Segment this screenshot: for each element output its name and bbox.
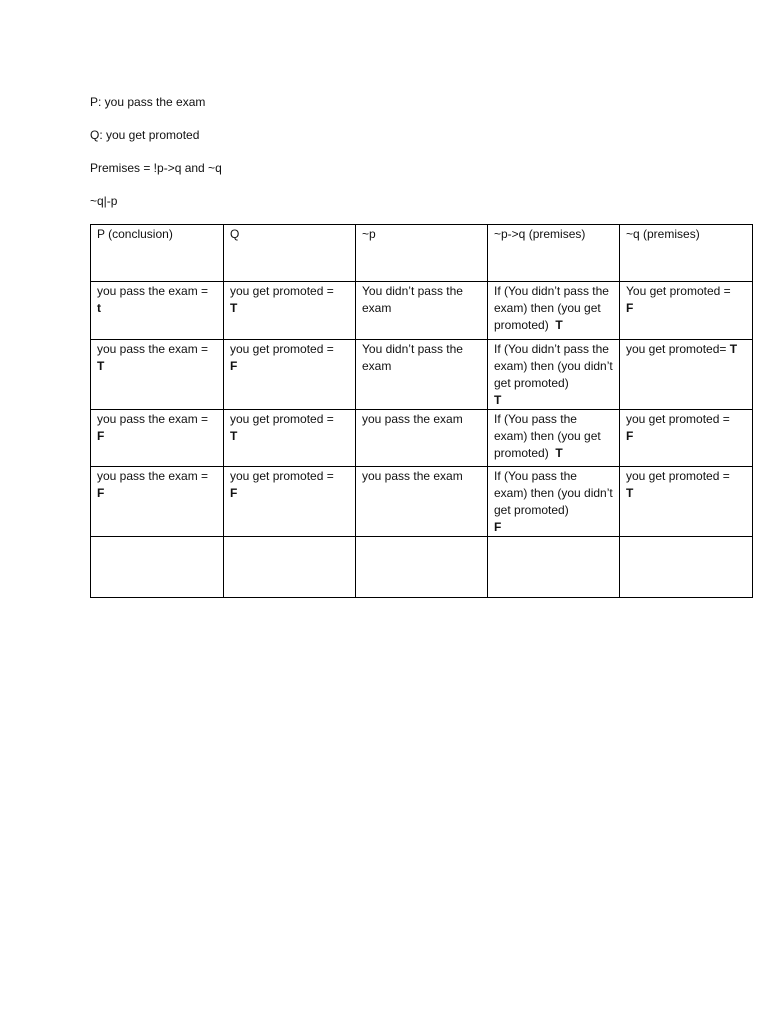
cell-implication-value: T [555,446,563,460]
cell-not-p [356,467,488,537]
header-p-conclusion: P (conclusion) [91,225,224,282]
definition-p: P: you pass the exam [90,95,206,109]
cell-not-q-text: You get promoted = [626,284,731,298]
cell-not-q [620,410,753,467]
cell-implication-text: If (You pass the exam) then (you didn’t get promoted) [494,469,613,517]
definition-q: Q: you get promoted [90,128,200,142]
cell-empty [488,537,620,598]
cell-q-text: you get promoted = [230,342,334,356]
cell-q-text: you get promoted = [230,284,334,298]
cell-empty [91,537,224,598]
cell-q-text: you get promoted = [230,412,334,426]
argument-statement: ~q|-p [90,194,118,208]
cell-implication-value: F [494,520,502,534]
cell-p-value: T [97,359,105,373]
table-row [91,340,753,410]
header-q: Q [224,225,356,282]
cell-implication [488,410,620,467]
header-not-q-premises: ~q (premises) [620,225,753,282]
table-row [91,467,753,537]
cell-p-value: F [97,486,105,500]
cell-q-value: T [230,301,238,315]
table-row [91,410,753,467]
cell-q [224,410,356,467]
table-row [91,282,753,340]
cell-empty [224,537,356,598]
cell-p-text: you pass the exam = [97,284,209,298]
cell-not-p [356,340,488,410]
cell-not-q-value: F [626,301,634,315]
cell-not-p-text: you pass the exam [362,469,463,483]
cell-p-text: you pass the exam = [97,469,209,483]
cell-q-value: T [230,429,238,443]
cell-not-p [356,410,488,467]
header-not-p: ~p [356,225,488,282]
cell-p [91,340,224,410]
cell-p-text: you pass the exam = [97,412,209,426]
cell-q [224,467,356,537]
cell-q-text: you get promoted = [230,469,334,483]
table-header-row [91,225,753,282]
cell-implication [488,282,620,340]
cell-q-value: F [230,486,238,500]
cell-not-p [356,282,488,340]
cell-implication [488,340,620,410]
cell-implication-value: T [555,318,563,332]
cell-implication-value: T [494,393,502,407]
cell-not-q-value: F [626,429,634,443]
cell-p-value: t [97,301,101,315]
premises-statement: Premises = !p->q and ~q [90,161,222,175]
cell-p [91,410,224,467]
truth-table [90,224,753,598]
cell-not-q-text: you get promoted = [626,469,730,483]
cell-p-text: you pass the exam = [97,342,209,356]
cell-p-value: F [97,429,105,443]
header-implication-premises: ~p->q (premises) [488,225,620,282]
cell-implication-text: If (You pass the exam) then (you get promoted) [494,412,601,460]
cell-not-p-text: you pass the exam [362,412,463,426]
cell-not-p-text: You didn’t pass the exam [362,284,463,315]
cell-not-q-text: you get promoted = [626,412,730,426]
cell-q-value: F [230,359,238,373]
cell-not-p-text: You didn’t pass the exam [362,342,463,373]
cell-not-q-value: T [729,342,738,356]
cell-p [91,467,224,537]
cell-q [224,340,356,410]
cell-empty [356,537,488,598]
cell-implication-text: If (You didn’t pass the exam) then (you get promoted) [494,284,609,332]
cell-not-q [620,467,753,537]
cell-q [224,282,356,340]
cell-implication-text: If (You didn’t pass the exam) then (you didn’t get promoted) [494,342,613,390]
cell-not-q-value: T [626,486,634,500]
cell-not-q [620,340,753,410]
table-row-empty [91,537,753,598]
cell-p [91,282,224,340]
cell-implication [488,467,620,537]
cell-empty [620,537,753,598]
cell-not-q [620,282,753,340]
cell-not-q-text: you get promoted= [626,342,727,356]
